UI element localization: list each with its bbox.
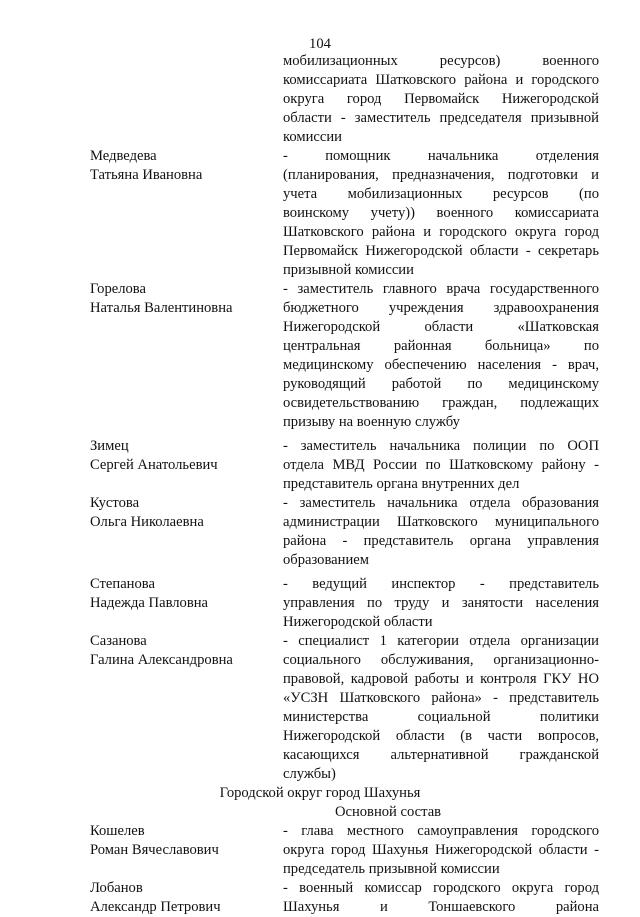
role-line: представитель органа внутренних дел: [283, 476, 520, 492]
role-line: Нижегородской области: [283, 614, 433, 630]
role-line: службы): [283, 766, 336, 782]
role-line: - заместитель начальника отдела образования: [283, 495, 599, 511]
role-line: Нижегородской области (в части вопросов,: [283, 728, 599, 744]
role-line: отдела МВД России по Шатковскому району -: [283, 457, 599, 473]
member-given-name: Александр Петрович: [90, 899, 221, 915]
role-line: - заместитель начальника полиции по ООП: [283, 438, 599, 454]
role-line: - военный комиссар городского округа город: [283, 880, 599, 896]
member-surname: Зимец: [90, 438, 129, 454]
member-surname: Сазанова: [90, 633, 147, 649]
role-line: Шатковского района и городского округа город: [283, 224, 599, 240]
member-surname: Лобанов: [90, 880, 143, 896]
role-line: - глава местного самоуправления городского: [283, 823, 599, 839]
member-surname: Кошелев: [90, 823, 145, 839]
role-line: управления по труду и занятости населения: [283, 595, 599, 611]
role-line: - ведущий инспектор - представитель: [283, 576, 599, 592]
role-line: учета мобилизационных ресурсов (по: [283, 186, 599, 202]
role-line: Нижегородской области «Шатковская: [283, 319, 599, 335]
member-surname: Медведева: [90, 148, 157, 164]
role-line: правовой, кадровой работы и контроля ГКУ НО: [283, 671, 599, 687]
role-line: Первомайск Нижегородской области - секретарь: [283, 243, 599, 259]
member-given-name: Роман Вячеславович: [90, 842, 219, 858]
member-given-name: Галина Александровна: [90, 652, 233, 668]
role-line: медицинскому обеспечению населения - врач,: [283, 357, 599, 373]
member-surname: Степанова: [90, 576, 155, 592]
member-given-name: Ольга Николаевна: [90, 514, 204, 530]
role-line: призывной комиссии: [283, 262, 414, 278]
role-line: руководящий работой по медицинскому: [283, 376, 599, 392]
text-line: мобилизационных ресурсов) военного: [283, 53, 599, 69]
role-line: бюджетного учреждения здравоохранения: [283, 300, 599, 316]
role-line: председатель призывной комиссии: [283, 861, 500, 877]
role-line: «УСЗН Шатковского района» - представитель: [283, 690, 599, 706]
member-surname: Горелова: [90, 281, 146, 297]
text-line: округа город Первомайск Нижегородской: [283, 91, 599, 107]
page-number: 104: [309, 36, 331, 52]
role-line: - специалист 1 категории отдела организации: [283, 633, 599, 649]
role-line: образованием: [283, 552, 369, 568]
role-line: Шахунья и Тоншаевского района: [283, 899, 599, 915]
subsection-heading: Основной состав: [334, 804, 442, 820]
role-line: администрации Шатковского муниципального: [283, 514, 599, 530]
member-given-name: Наталья Валентиновна: [90, 300, 233, 316]
member-given-name: Сергей Анатольевич: [90, 457, 218, 473]
section-heading: Городской округ город Шахунья: [219, 785, 421, 801]
member-given-name: Надежда Павловна: [90, 595, 209, 611]
text-line: области - заместитель председателя призывной: [283, 110, 599, 126]
role-line: воинскому учету)) военного комиссариата: [283, 205, 599, 221]
role-line: (планирования, предназначения, подготовки и: [283, 167, 599, 183]
role-line: - помощник начальника отделения: [283, 148, 599, 164]
role-line: министерства социальной политики: [283, 709, 599, 725]
role-line: социального обслуживания, организационно-: [283, 652, 599, 668]
role-line: округа город Шахунья Нижегородской области -: [283, 842, 599, 858]
role-line: призыву на военную службу: [283, 414, 460, 430]
role-line: - заместитель главного врача государственного: [283, 281, 599, 297]
text-line: комиссариата Шатковского района и городского: [283, 72, 599, 88]
role-line: района - представитель органа управления: [283, 533, 599, 549]
text-line: комиссии: [283, 129, 342, 145]
role-line: освидетельствованию граждан, подлежащих: [283, 395, 599, 411]
role-line: касающихся альтернативной гражданской: [283, 747, 599, 763]
member-given-name: Татьяна Ивановна: [90, 167, 203, 183]
member-surname: Кустова: [90, 495, 140, 511]
role-line: центральная районная больница» по: [283, 338, 599, 354]
